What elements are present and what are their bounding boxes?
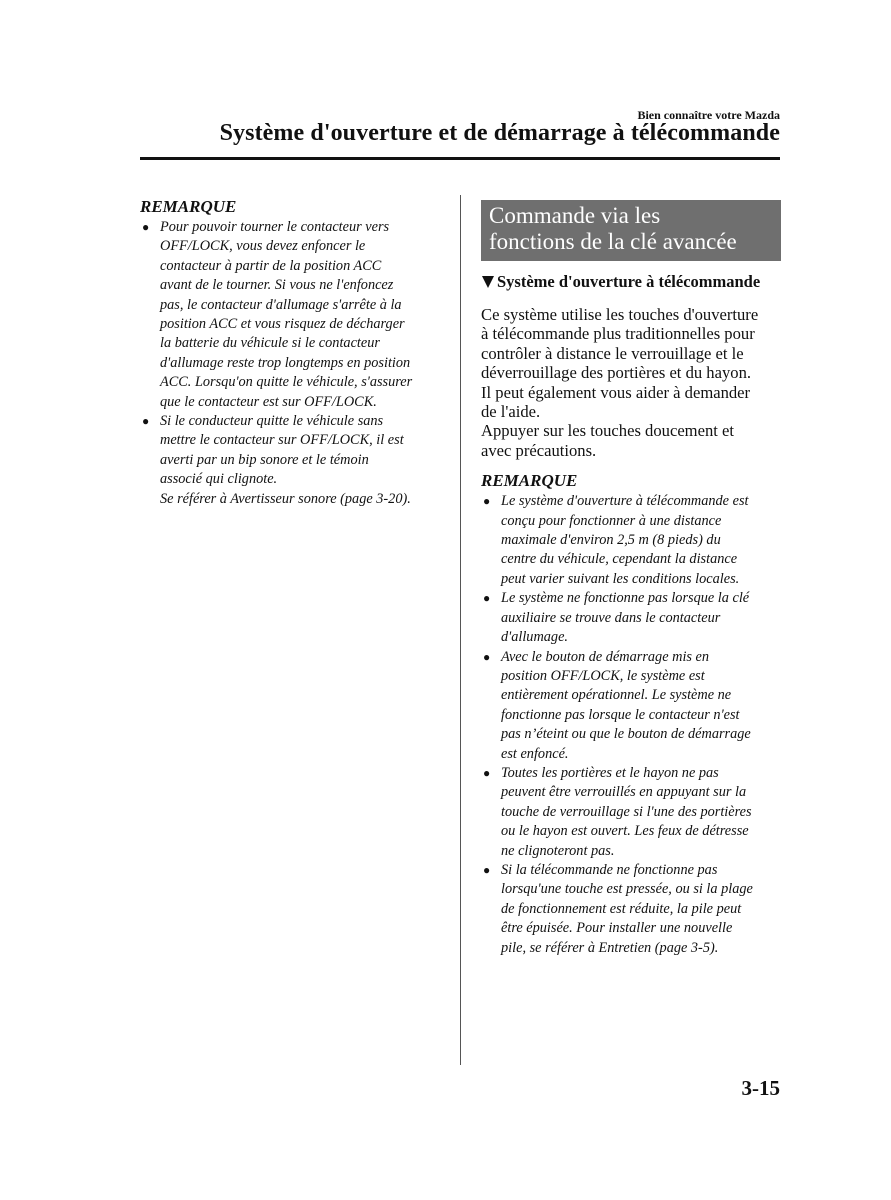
note-line: d'allumage. [501,629,568,646]
note-line: Avec le bouton de démarrage mis en [501,648,710,665]
note-line: peuvent être verrouillés en appuyant sur la [501,784,747,801]
note-line: ACC. Lorsqu'on quitte le véhicule, s'assurer [160,374,413,391]
note-line: touche de verrouillage si l'une des portières [501,803,752,820]
note-line: Le système ne fonctionne pas lorsque la clé [501,590,750,607]
bullet-icon: ● [142,220,150,234]
note-line: position ACC et vous risquez de décharger [160,316,405,333]
bullet-icon: ● [483,862,491,877]
page-number: 3-15 [741,1076,780,1100]
note-line: pas n’éteint ou que le bouton de démarrage [501,726,751,743]
sub-heading [481,272,781,292]
body-line: avec précautions. [481,440,597,460]
note-line: Pour pouvoir tourner le contacteur vers [160,219,390,235]
note-list [140,218,445,509]
note-line: lorsqu'une touche est pressée, ou si la plage [501,881,753,898]
bullet-icon: ● [483,649,491,664]
left-column [140,196,445,509]
bullet-icon: ● [142,414,150,429]
note-line: OFF/LOCK, vous devez enfoncer le [160,238,366,255]
note-line: contacteur à partir de la position ACC [160,257,382,274]
right-column [481,200,781,958]
list-item [140,412,445,509]
note-line: conçu pour fonctionner à une distance [501,512,722,529]
bullet-icon: ● [483,591,491,606]
body-line: Ce système utilise les touches d'ouverture [481,305,759,324]
note-line: maximale d'environ 2,5 m (8 pieds) du [501,532,721,549]
note-line: associé qui clignote. [160,471,278,488]
note-block [481,470,781,958]
note-line: entièrement opérationnel. Le système ne [501,687,732,704]
bullet-icon: ● [483,765,491,780]
note-line: averti par un bip sonore et le témoin [160,451,369,468]
triangle-down-icon [482,276,494,288]
note-line: ne clignoteront pas. [501,842,615,859]
body-line: Appuyer sur les touches doucement et [481,421,734,441]
note-line: Toutes les portières et le hayon ne pas [501,764,719,781]
list-item [481,589,781,647]
body-line: Il peut également vous aider à demander [481,382,751,402]
note-heading: REMARQUE [481,471,578,491]
note-line: auxiliaire se trouve dans le contacteur [501,609,721,626]
note-line: mettre le contacteur sur OFF/LOCK, il est [160,432,404,449]
chapter-label: Bien connaître votre Mazda [637,108,780,122]
note-heading: REMARQUE [140,197,237,216]
body-paragraph [481,305,781,460]
note-line: centre du véhicule, cependant la distance [501,551,738,568]
column-divider [460,195,461,1065]
note-line: être épuisée. Pour installer une nouvelle [501,920,733,937]
note-line: Si le conducteur quitte le véhicule sans [160,413,384,430]
note-line: Le système d'ouverture à télécommande est [501,493,749,510]
note-line: pile, se référer à Entretien (page 3-5). [501,939,719,956]
note-line: position OFF/LOCK, le système est [501,667,705,684]
body-line: contrôler à distance le verrouillage et le [481,343,744,363]
list-item [481,764,781,861]
body-line: déverrouillage des portières et du hayon. [481,363,752,383]
body-line: de l'aide. [481,402,541,422]
note-line: avant de le tourner. Si vous ne l'enfoncez [160,277,394,294]
note-line: fonctionne pas lorsque le contacteur n'est [501,706,740,723]
note-line: d'allumage reste trop longtemps en position [160,354,411,371]
list-item [481,492,781,589]
bullet-icon: ● [483,494,491,509]
note-line: Si la télécommande ne fonctionne pas [501,861,718,878]
list-item [481,861,781,958]
note-line: peut varier suivant les conditions locales. [501,570,740,587]
page-title: Système d'ouverture et de démarrage à télécommande [219,120,780,146]
note-line: de fonctionnement est réduite, la pile peut [501,900,742,917]
list-item [481,648,781,764]
section-title-box [481,200,781,261]
header-rule [140,157,780,160]
note-list [481,492,781,958]
sub-heading-text: Système d'ouverture à télécommande [497,272,761,291]
note-line: la batterie du véhicule si le contacteur [160,335,380,352]
note-line: ou le hayon est ouvert. Les feux de détresse [501,823,749,840]
list-item [140,218,445,412]
note-line: Se référer à Avertisseur sonore (page 3-20). [160,490,411,507]
section-title-line: fonctions de la clé avancée [489,229,737,254]
section-title-line: Commande via les [489,203,661,228]
note-line: pas, le contacteur d'allumage s'arrête à la [160,296,402,313]
note-line: que le contacteur est sur OFF/LOCK. [160,393,377,410]
body-line: à télécommande plus traditionnelles pour [481,324,755,344]
note-line: est enfoncé. [501,745,569,762]
